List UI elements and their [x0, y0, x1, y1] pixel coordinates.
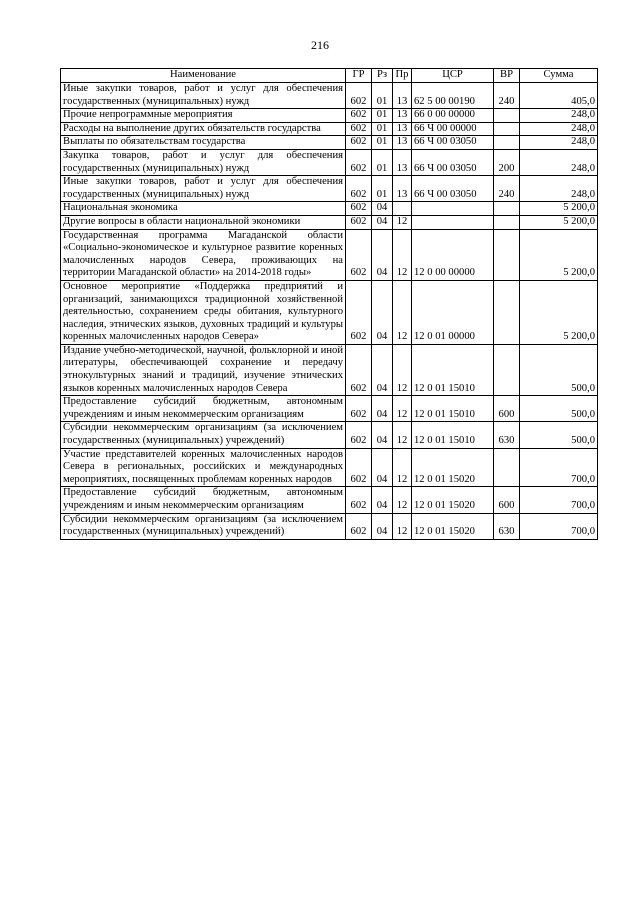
row-name: Расходы на выполнение других обязательств государства — [61, 122, 346, 136]
table-body — [61, 83, 598, 540]
row-vr — [494, 448, 520, 487]
row-gr: 602 — [346, 215, 372, 229]
row-rz: 04 — [372, 344, 393, 395]
table-row — [61, 487, 598, 513]
row-sum: 5 200,0 — [520, 202, 598, 216]
row-rz: 04 — [372, 448, 393, 487]
row-gr: 602 — [346, 229, 372, 280]
row-csr: 12 0 01 00000 — [412, 280, 494, 344]
row-vr: 200 — [494, 149, 520, 175]
row-rz: 04 — [372, 422, 393, 448]
row-gr: 602 — [346, 136, 372, 150]
row-gr: 602 — [346, 149, 372, 175]
row-csr: 12 0 01 15020 — [412, 448, 494, 487]
row-sum: 700,0 — [520, 448, 598, 487]
row-csr: 12 0 01 15020 — [412, 487, 494, 513]
row-csr — [412, 202, 494, 216]
row-rz: 04 — [372, 215, 393, 229]
row-csr: 62 5 00 00190 — [412, 83, 494, 109]
row-pr: 13 — [393, 122, 412, 136]
table-row — [61, 280, 598, 344]
row-name: Иные закупки товаров, работ и услуг для обеспечения государственных (муниципальных) нужд — [61, 83, 346, 109]
page-number: 216 — [311, 38, 329, 52]
row-sum: 5 200,0 — [520, 229, 598, 280]
row-csr: 66 0 00 00000 — [412, 109, 494, 123]
table-row — [61, 229, 598, 280]
row-sum: 248,0 — [520, 136, 598, 150]
row-csr: 66 Ч 00 00000 — [412, 122, 494, 136]
row-rz: 04 — [372, 513, 393, 539]
row-pr: 12 — [393, 215, 412, 229]
row-csr: 66 Ч 00 03050 — [412, 136, 494, 150]
row-rz: 04 — [372, 202, 393, 216]
row-vr: 630 — [494, 513, 520, 539]
row-csr: 12 0 00 00000 — [412, 229, 494, 280]
row-vr — [494, 122, 520, 136]
header-gr: ГР — [346, 69, 372, 83]
row-name: Прочие непрограммные мероприятия — [61, 109, 346, 123]
row-gr: 602 — [346, 176, 372, 202]
row-pr: 13 — [393, 176, 412, 202]
row-name: Другие вопросы в области национальной экономики — [61, 215, 346, 229]
row-sum: 248,0 — [520, 122, 598, 136]
table-row — [61, 176, 598, 202]
header-sum: Сумма — [520, 69, 598, 83]
row-pr: 13 — [393, 149, 412, 175]
row-vr: 630 — [494, 422, 520, 448]
row-pr: 13 — [393, 136, 412, 150]
row-gr: 602 — [346, 487, 372, 513]
row-csr: 12 0 01 15010 — [412, 396, 494, 422]
row-name: Субсидии некоммерческим организациям (за исключением государственных (муниципальных) учреждений) — [61, 513, 346, 539]
row-pr: 12 — [393, 344, 412, 395]
row-rz: 01 — [372, 109, 393, 123]
row-vr — [494, 280, 520, 344]
row-sum: 500,0 — [520, 422, 598, 448]
header-csr: ЦСР — [412, 69, 494, 83]
row-sum: 5 200,0 — [520, 215, 598, 229]
row-sum: 248,0 — [520, 109, 598, 123]
row-name: Иные закупки товаров, работ и услуг для обеспечения государственных (муниципальных) нужд — [61, 176, 346, 202]
row-sum: 700,0 — [520, 513, 598, 539]
row-pr: 12 — [393, 422, 412, 448]
row-csr: 66 Ч 00 03050 — [412, 176, 494, 202]
table-row — [61, 396, 598, 422]
row-gr: 602 — [346, 280, 372, 344]
row-vr — [494, 109, 520, 123]
row-csr: 12 0 01 15010 — [412, 344, 494, 395]
table-row — [61, 109, 598, 123]
row-csr: 66 Ч 00 03050 — [412, 149, 494, 175]
row-gr: 602 — [346, 396, 372, 422]
table-row — [61, 202, 598, 216]
row-name: Национальная экономика — [61, 202, 346, 216]
header-name: Наименование — [61, 69, 346, 83]
row-gr: 602 — [346, 422, 372, 448]
row-rz: 01 — [372, 136, 393, 150]
row-pr: 12 — [393, 280, 412, 344]
row-gr: 602 — [346, 122, 372, 136]
row-vr — [494, 136, 520, 150]
table-row — [61, 122, 598, 136]
row-name: Участие представителей коренных малочисленных народов Севера в региональных, российских и международных мероприятиях, посвященных проблемам коренных народов — [61, 448, 346, 487]
row-gr: 602 — [346, 83, 372, 109]
row-pr: 12 — [393, 229, 412, 280]
row-pr: 13 — [393, 83, 412, 109]
row-rz: 01 — [372, 176, 393, 202]
row-sum: 5 200,0 — [520, 280, 598, 344]
table-row — [61, 149, 598, 175]
row-gr: 602 — [346, 448, 372, 487]
row-vr — [494, 344, 520, 395]
table-row — [61, 83, 598, 109]
row-name: Предоставление субсидий бюджетным, автономным учреждениям и иным некоммерческим организациям — [61, 396, 346, 422]
row-csr: 12 0 01 15010 — [412, 422, 494, 448]
row-name: Основное мероприятие «Поддержка предприятий и организаций, занимающихся традиционной хозяйственной деятельностью, сохранением среды обитания, культурного наследия, этнических языков, духовных традиций и культуры коренных малочисленных народов Севера» — [61, 280, 346, 344]
row-sum: 248,0 — [520, 149, 598, 175]
row-sum: 405,0 — [520, 83, 598, 109]
row-gr: 602 — [346, 202, 372, 216]
table-row — [61, 136, 598, 150]
row-pr: 12 — [393, 396, 412, 422]
row-pr: 12 — [393, 448, 412, 487]
row-rz: 01 — [372, 149, 393, 175]
row-name: Субсидии некоммерческим организациям (за исключением государственных (муниципальных) учреждений) — [61, 422, 346, 448]
row-rz: 04 — [372, 229, 393, 280]
table-row — [61, 422, 598, 448]
row-pr — [393, 202, 412, 216]
row-vr: 600 — [494, 396, 520, 422]
budget-table — [60, 68, 598, 540]
row-name: Выплаты по обязательствам государства — [61, 136, 346, 150]
row-rz: 01 — [372, 122, 393, 136]
row-vr — [494, 229, 520, 280]
row-vr — [494, 215, 520, 229]
row-rz: 04 — [372, 487, 393, 513]
row-pr: 12 — [393, 487, 412, 513]
row-name: Издание учебно-методической, научной, фольклорной и иной литературы, обеспечивающей сохранение и передачу этнокультурных знаний и традиций, изучение этнических языков коренных малочисленных народов Севера — [61, 344, 346, 395]
row-csr: 12 0 01 15020 — [412, 513, 494, 539]
table-row — [61, 344, 598, 395]
row-csr — [412, 215, 494, 229]
row-rz: 04 — [372, 280, 393, 344]
row-pr: 13 — [393, 109, 412, 123]
table-header-row — [61, 69, 598, 83]
row-vr: 600 — [494, 487, 520, 513]
row-pr: 12 — [393, 513, 412, 539]
row-sum: 248,0 — [520, 176, 598, 202]
header-vr: ВР — [494, 69, 520, 83]
table-row — [61, 513, 598, 539]
row-sum: 500,0 — [520, 396, 598, 422]
row-gr: 602 — [346, 109, 372, 123]
row-sum: 700,0 — [520, 487, 598, 513]
row-gr: 602 — [346, 344, 372, 395]
table-row — [61, 448, 598, 487]
row-gr: 602 — [346, 513, 372, 539]
row-name: Предоставление субсидий бюджетным, автономным учреждениям и иным некоммерческим организациям — [61, 487, 346, 513]
table-row — [61, 215, 598, 229]
row-vr: 240 — [494, 176, 520, 202]
row-rz: 04 — [372, 396, 393, 422]
row-name: Закупка товаров, работ и услуг для обеспечения государственных (муниципальных) нужд — [61, 149, 346, 175]
row-vr — [494, 202, 520, 216]
row-vr: 240 — [494, 83, 520, 109]
row-rz: 01 — [372, 83, 393, 109]
row-name: Государственная программа Магаданской области «Социально-экономическое и культурное развитие коренных малочисленных народов Севера, проживающих на территории Магаданской области» на 2014-2018 годы» — [61, 229, 346, 280]
row-sum: 500,0 — [520, 344, 598, 395]
header-rz: Рз — [372, 69, 393, 83]
header-pr: Пр — [393, 69, 412, 83]
